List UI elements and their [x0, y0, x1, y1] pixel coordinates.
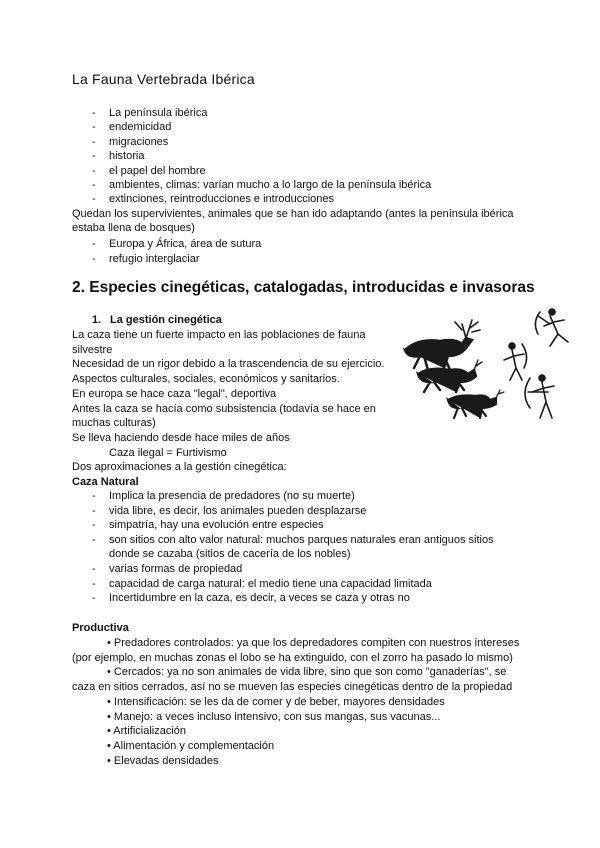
list-item: historia — [109, 150, 145, 163]
paragraph-line: • Predadores controlados: ya que los depredadores compiten con nuestros intereses — [107, 637, 520, 649]
list-item: migraciones — [109, 135, 169, 148]
dos-aproximaciones: Dos aproximaciones a la gestión cinegética: — [72, 461, 287, 473]
bullet-dash: - — [92, 577, 96, 590]
paragraph-line: (por ejemplo, en muchas zonas el lobo se ha extinguido, con el zorro ha pasado lo mismo) — [72, 651, 513, 664]
list-item: extinciones, reintroducciones e introducciones — [109, 193, 335, 206]
list-item: capacidad de carga natural: el medio tiene una capacidad limitada — [109, 577, 432, 590]
list-item: La península ibérica — [109, 107, 208, 119]
list-item: ambientes, climas: varían mucho a lo largo de la península ibérica — [109, 179, 432, 191]
paragraph-line: silvestre — [72, 343, 113, 356]
bullet-dash: - — [92, 121, 96, 134]
archer-icon — [525, 375, 554, 418]
bullet-dash: - — [92, 150, 96, 163]
bullet-dash: - — [92, 490, 96, 502]
list-item: • Artificialización — [107, 725, 187, 738]
bullet-dash: - — [92, 504, 96, 517]
survivors-line-2: estaba llena de bosques) — [72, 222, 195, 234]
paragraph-line: Se lleva haciendo desde hace miles de años — [72, 431, 290, 444]
deer-icon — [405, 320, 480, 370]
paragraph-line: • Cercados: ya no son animales de vida libre, sino que son como "ganaderías", se — [107, 666, 507, 679]
list-item: • Manejo: a veces incluso intensivo, con sus mangas, sus vacunas... — [107, 710, 441, 723]
list-item: • Elevadas densidades — [107, 754, 219, 767]
bullet-dash: - — [92, 563, 96, 575]
paragraph-line: Antes la caza se hacía como subsistencia (todavía se hace en — [72, 402, 376, 415]
list-item: el papel del hombre — [109, 164, 206, 177]
survivors-line-1: Quedan los supervivientes, animales que se han ido adaptando (antes la península ibérica — [72, 208, 514, 220]
bullet-dash: - — [92, 107, 96, 119]
subsection-1-number: 1. — [92, 314, 102, 326]
paragraph-line: Aspectos culturales, sociales, económicos y sanitarios. — [72, 373, 340, 386]
cave-painting-illustration — [400, 308, 570, 428]
list-item: simpatría, hay una evolución entre especies — [109, 519, 324, 532]
subsection-1-title: La gestión cinegética — [110, 314, 222, 326]
bullet-dash: - — [92, 179, 96, 191]
bullet-dash: - — [92, 252, 96, 265]
archer-icon — [504, 343, 527, 380]
paragraph-line: muchas culturas) — [72, 417, 156, 430]
paragraph-line: La caza tiene un fuerte impacto en las poblaciones de fauna — [72, 329, 366, 341]
bullet-dash: - — [92, 135, 96, 148]
caza-natural-heading: Caza Natural — [72, 476, 139, 488]
deer-icon — [448, 390, 504, 418]
list-item: refugio interglaciar — [109, 252, 200, 265]
bullet-dash: - — [92, 193, 96, 206]
list-item: Europa y África, área de sutura — [109, 238, 262, 250]
list-item: varias formas de propiedad — [109, 563, 243, 575]
bullet-dash: - — [92, 164, 96, 177]
bullet-dash: - — [92, 592, 96, 605]
list-item: Incertidumbre en la caza, es decir, a veces se caza y otras no — [109, 592, 410, 605]
caza-ilegal-note: Caza ilegal = Furtivismo — [109, 447, 227, 459]
bullet-dash: - — [92, 519, 96, 532]
paragraph-line: Necesidad de un rigor debido a la trascendencia de su ejercicio. — [72, 358, 385, 371]
list-item: endemicidad — [109, 121, 172, 134]
bullet-dash: - — [92, 533, 96, 546]
archer-icon — [535, 309, 568, 346]
list-item: donde se cazaba (sitios de cacería de los nobles) — [109, 548, 351, 561]
paragraph-line: En europa se hace caza "legal", deportiva — [72, 387, 277, 400]
list-item: • Intensificación: se les da de comer y de beber, mayores densidades — [107, 696, 445, 708]
productiva-heading: Productiva — [72, 622, 129, 634]
section-2-heading: 2. Especies cinegéticas, catalogadas, introducidas e invasoras — [72, 279, 535, 296]
bullet-dash: - — [92, 238, 96, 250]
list-item: vida libre, es decir, los animales pueden desplazarse — [109, 504, 367, 517]
paragraph-line: caza en sitios cerrados, así no se mueven las especies cinegéticas dentro de la propiedad — [72, 681, 513, 694]
list-item: Implica la presencia de predadores (no su muerte) — [109, 490, 355, 502]
document-title: La Fauna Vertebrada Ibérica — [72, 71, 255, 87]
list-item: son sitios con alto valor natural: muchos parques naturales eran antiguos sitios — [109, 533, 494, 546]
list-item: • Alimentación y complementación — [107, 740, 275, 753]
